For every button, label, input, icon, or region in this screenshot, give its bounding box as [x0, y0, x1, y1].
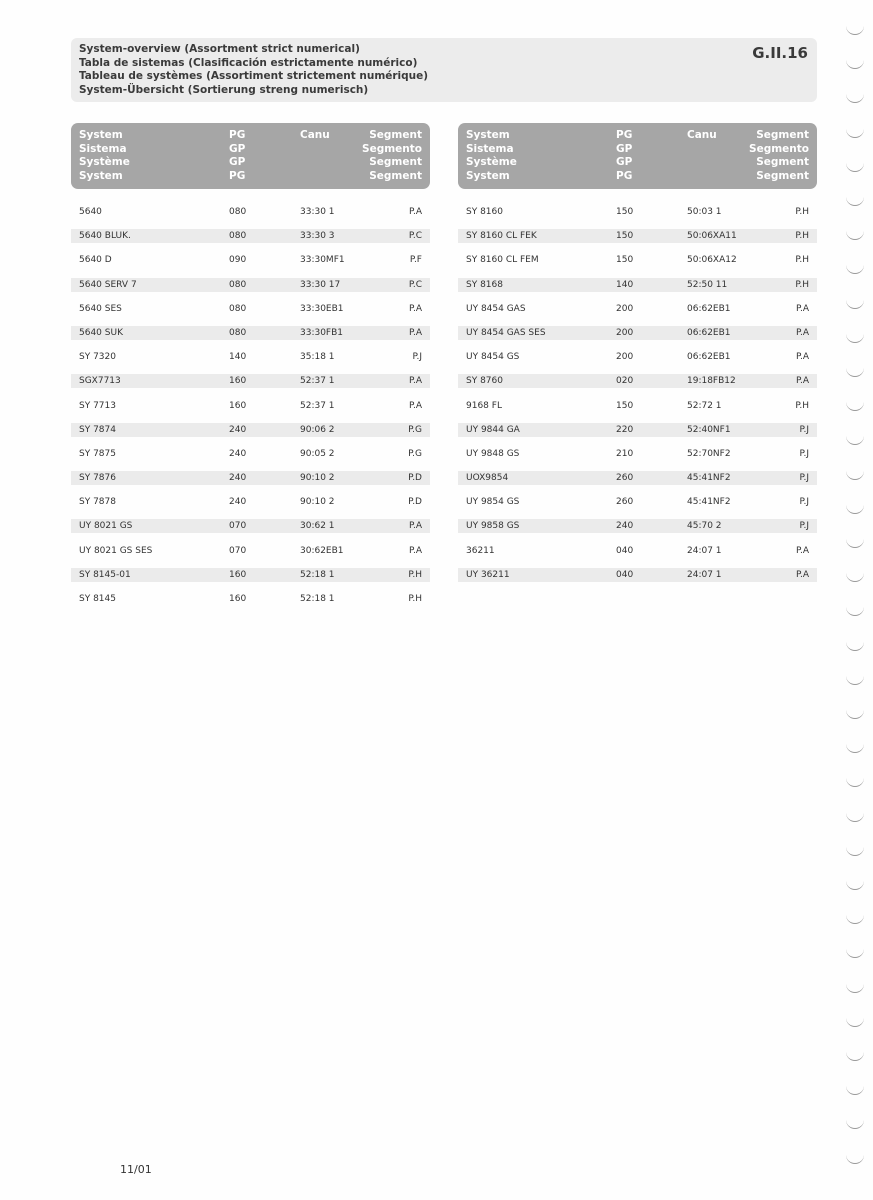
- cell-system: UY 8454 GAS: [466, 303, 526, 314]
- cell-canu: 52:40NF1: [687, 424, 731, 435]
- binder-ring: [846, 1155, 864, 1164]
- title-en: System-overview (Assortment strict numerical): [79, 43, 360, 55]
- table-row: [458, 490, 817, 514]
- cell-pg: 150: [616, 207, 634, 217]
- cell-pg: 160: [229, 400, 247, 411]
- cell-system: SY 8160 CL FEM: [466, 255, 539, 266]
- binder-ring: [846, 300, 864, 309]
- binder-ring: [846, 94, 864, 103]
- cell-canu: 52:18 1: [300, 569, 335, 580]
- cell-pg: 140: [229, 352, 247, 363]
- row-shading: [71, 326, 430, 340]
- table-row: [71, 490, 430, 514]
- table-header: [71, 123, 430, 189]
- cell-pg: 200: [616, 327, 634, 338]
- cell-pg: 150: [616, 255, 634, 266]
- table-row: [71, 369, 430, 393]
- cell-segment: P.H: [408, 569, 422, 580]
- cell-pg: 160: [229, 376, 247, 387]
- cell-pg: 260: [616, 497, 634, 508]
- header-system: System Sistema Système System: [79, 129, 130, 182]
- cell-segment: P.H: [795, 255, 809, 266]
- table-row: [458, 369, 817, 393]
- cell-pg: 200: [616, 303, 634, 314]
- cell-system: UY 8021 GS: [79, 521, 133, 532]
- cell-system: SY 7874: [79, 424, 116, 435]
- cell-segment: P.H: [408, 594, 422, 604]
- row-shading: [458, 471, 817, 485]
- binder-ring: [846, 881, 864, 890]
- cell-segment: P.J: [799, 497, 809, 508]
- binder-ring: [846, 129, 864, 138]
- cell-segment: P.G: [408, 424, 422, 435]
- table-row: [71, 563, 430, 587]
- cell-canu: 50:06XA12: [687, 255, 737, 266]
- table-row: [458, 273, 817, 297]
- table-row: [71, 248, 430, 272]
- cell-segment: P.C: [408, 231, 422, 242]
- cell-canu: 35:18 1: [300, 352, 335, 363]
- binder-ring: [846, 231, 864, 240]
- binder-ring: [846, 368, 864, 377]
- binder-ring: [846, 813, 864, 822]
- cell-pg: 160: [229, 594, 247, 604]
- binder-ring: [846, 710, 864, 719]
- cell-system: UY 9844 GA: [466, 424, 520, 435]
- cell-segment: P.A: [795, 352, 809, 363]
- cell-system: SGX7713: [79, 376, 121, 387]
- binder-ring: [846, 1052, 864, 1061]
- cell-system: 5640 SERV 7: [79, 279, 137, 290]
- cell-segment: P.A: [408, 303, 422, 314]
- cell-canu: 33:30 17: [300, 279, 341, 290]
- header-pg: PG GP GP PG: [229, 129, 246, 182]
- cell-system: 5640: [79, 207, 102, 217]
- cell-pg: 220: [616, 424, 634, 435]
- table-row: [458, 248, 817, 272]
- table-row: [458, 514, 817, 538]
- binder-ring: [846, 847, 864, 856]
- cell-pg: 080: [229, 327, 247, 338]
- table-row: [458, 224, 817, 248]
- table-row: [71, 394, 430, 418]
- cell-canu: 30:62 1: [300, 521, 335, 532]
- table-row: [458, 418, 817, 442]
- cell-pg: 210: [616, 448, 634, 459]
- binder-ring: [846, 573, 864, 582]
- binder-ring: [846, 607, 864, 616]
- cell-system: SY 8160: [466, 207, 503, 217]
- cell-canu: 33:30MF1: [300, 255, 345, 266]
- page-code: G.II.16: [752, 44, 808, 62]
- cell-pg: 150: [616, 231, 634, 242]
- cell-segment: P.A: [408, 376, 422, 387]
- binder-ring: [846, 163, 864, 172]
- cell-pg: 080: [229, 231, 247, 242]
- cell-segment: P.C: [408, 279, 422, 290]
- binder-ring: [846, 778, 864, 787]
- cell-system: UOX9854: [466, 473, 509, 484]
- table-row: [458, 563, 817, 587]
- cell-segment: P.A: [408, 327, 422, 338]
- binder-ring: [846, 60, 864, 69]
- cell-canu: 19:18FB12: [687, 376, 736, 387]
- cell-canu: 45:41NF2: [687, 473, 731, 484]
- cell-system: UY 9848 GS: [466, 448, 520, 459]
- table-body: [458, 200, 817, 587]
- binder-ring: [846, 676, 864, 685]
- cell-canu: 33:30EB1: [300, 303, 344, 314]
- cell-system: UY 36211: [466, 569, 510, 580]
- cell-system: UY 9854 GS: [466, 497, 520, 508]
- table-row: [458, 539, 817, 563]
- cell-system: 5640 BLUK.: [79, 231, 131, 242]
- cell-canu: 33:30FB1: [300, 327, 344, 338]
- cell-pg: 200: [616, 352, 634, 363]
- table-header: [458, 123, 817, 189]
- cell-pg: 160: [229, 569, 247, 580]
- row-shading: [71, 374, 430, 388]
- binder-ring: [846, 949, 864, 958]
- cell-pg: 040: [616, 569, 634, 580]
- cell-canu: 52:72 1: [687, 400, 722, 411]
- cell-system: UY 8021 GS SES: [79, 545, 153, 556]
- header-canu: Canu: [300, 129, 330, 141]
- binder-rings: [846, 26, 870, 1176]
- cell-pg: 040: [616, 545, 634, 556]
- cell-segment: P.H: [795, 400, 809, 411]
- cell-canu: 06:62EB1: [687, 303, 731, 314]
- binder-ring: [846, 1120, 864, 1129]
- cell-pg: 240: [229, 424, 247, 435]
- cell-system: SY 7875: [79, 448, 116, 459]
- cell-segment: P.H: [795, 207, 809, 217]
- table-row: [71, 418, 430, 442]
- cell-pg: 240: [229, 473, 247, 484]
- cell-canu: 50:06XA11: [687, 231, 737, 242]
- cell-pg: 260: [616, 473, 634, 484]
- cell-system: SY 7878: [79, 497, 116, 508]
- header-pg: PG GP GP PG: [616, 129, 633, 182]
- cell-canu: 50:03 1: [687, 207, 722, 217]
- cell-system: SY 7320: [79, 352, 116, 363]
- cell-segment: P.J: [799, 424, 809, 435]
- cell-pg: 140: [616, 279, 634, 290]
- binder-ring: [846, 642, 864, 651]
- binder-ring: [846, 265, 864, 274]
- footer-date: 11/01: [120, 1163, 152, 1176]
- cell-segment: P.J: [412, 352, 422, 363]
- table-row: [458, 297, 817, 321]
- cell-system: UY 9858 GS: [466, 521, 520, 532]
- table-row: [71, 466, 430, 490]
- table-row: [71, 442, 430, 466]
- title-de: System-Übersicht (Sortierung streng numerisch): [79, 83, 369, 96]
- cell-canu: 52:37 1: [300, 376, 335, 387]
- binder-ring: [846, 436, 864, 445]
- binder-ring: [846, 539, 864, 548]
- cell-system: 5640 D: [79, 255, 112, 266]
- cell-pg: 070: [229, 521, 247, 532]
- cell-system: SY 7876: [79, 473, 116, 484]
- cell-system: SY 8760: [466, 376, 503, 387]
- cell-canu: 52:37 1: [300, 400, 335, 411]
- header-segment: Segment Segmento Segment Segment: [749, 129, 809, 182]
- cell-pg: 080: [229, 207, 247, 217]
- cell-canu: 52:18 1: [300, 594, 335, 604]
- cell-system: UY 8454 GAS SES: [466, 327, 546, 338]
- binder-ring: [846, 197, 864, 206]
- binder-ring: [846, 402, 864, 411]
- cell-pg: 240: [229, 448, 247, 459]
- cell-segment: P.A: [795, 327, 809, 338]
- cell-canu: 24:07 1: [687, 545, 722, 556]
- binder-ring: [846, 984, 864, 993]
- cell-segment: P.A: [408, 207, 422, 217]
- cell-canu: 45:41NF2: [687, 497, 731, 508]
- cell-pg: 240: [229, 497, 247, 508]
- cell-pg: 150: [616, 400, 634, 411]
- table-row: [71, 297, 430, 321]
- cell-canu: 52:50 11: [687, 279, 728, 290]
- cell-segment: P.A: [795, 303, 809, 314]
- right-table: [458, 123, 817, 587]
- binder-ring: [846, 505, 864, 514]
- cell-system: SY 8145: [79, 594, 116, 604]
- cell-canu: 30:62EB1: [300, 545, 344, 556]
- left-table: [71, 123, 430, 611]
- cell-canu: 90:05 2: [300, 448, 335, 459]
- header-canu: Canu: [687, 129, 717, 141]
- cell-canu: 90:06 2: [300, 424, 335, 435]
- cell-segment: P.A: [795, 545, 809, 556]
- cell-pg: 070: [229, 545, 247, 556]
- binder-ring: [846, 744, 864, 753]
- cell-segment: P.D: [408, 497, 422, 508]
- table-row: [458, 345, 817, 369]
- table-row: [71, 539, 430, 563]
- table-row: [458, 200, 817, 224]
- cell-segment: P.A: [408, 521, 422, 532]
- header-segment: Segment Segmento Segment Segment: [362, 129, 422, 182]
- cell-canu: 06:62EB1: [687, 327, 731, 338]
- cell-pg: 090: [229, 255, 247, 266]
- cell-system: SY 8145-01: [79, 569, 131, 580]
- cell-segment: P.A: [795, 569, 809, 580]
- binder-ring: [846, 334, 864, 343]
- cell-pg: 080: [229, 303, 247, 314]
- cell-segment: P.J: [799, 448, 809, 459]
- table-row: [71, 224, 430, 248]
- binder-ring: [846, 915, 864, 924]
- title-fr: Tableau de systèmes (Assortiment strictement numérique): [79, 70, 429, 82]
- table-row: [71, 200, 430, 224]
- row-shading: [71, 471, 430, 485]
- table-row: [71, 587, 430, 611]
- row-shading: [458, 278, 817, 292]
- title-es: Tabla de sistemas (Clasificación estrictamente numérico): [79, 56, 418, 69]
- cell-system: UY 8454 GS: [466, 352, 520, 363]
- cell-segment: P.J: [799, 521, 809, 532]
- cell-system: SY 7713: [79, 400, 116, 411]
- cell-system: SY 8168: [466, 279, 503, 290]
- table-row: [458, 442, 817, 466]
- table-row: [71, 321, 430, 345]
- cell-pg: 020: [616, 376, 634, 387]
- page-header: [71, 38, 817, 102]
- cell-canu: 45:70 2: [687, 521, 722, 532]
- row-shading: [71, 423, 430, 437]
- cell-pg: 240: [616, 521, 634, 532]
- cell-segment: P.D: [408, 473, 422, 484]
- cell-segment: P.H: [795, 279, 809, 290]
- cell-canu: 52:70NF2: [687, 448, 731, 459]
- binder-ring: [846, 26, 864, 35]
- table-row: [458, 394, 817, 418]
- cell-canu: 33:30 3: [300, 231, 335, 242]
- cell-segment: P.A: [408, 545, 422, 556]
- cell-system: 5640 SUK: [79, 327, 123, 338]
- cell-system: 9168 FL: [466, 400, 502, 411]
- cell-canu: 06:62EB1: [687, 352, 731, 363]
- cell-canu: 90:10 2: [300, 473, 335, 484]
- cell-segment: P.F: [409, 255, 422, 266]
- table-row: [458, 321, 817, 345]
- row-shading: [458, 374, 817, 388]
- header-system: System Sistema Système System: [466, 129, 517, 182]
- table-row: [71, 345, 430, 369]
- cell-canu: 24:07 1: [687, 569, 722, 580]
- cell-system: SY 8160 CL FEK: [466, 231, 537, 242]
- cell-system: 36211: [466, 545, 495, 556]
- cell-segment: P.H: [795, 231, 809, 242]
- cell-segment: P.A: [795, 376, 809, 387]
- cell-pg: 080: [229, 279, 247, 290]
- table-row: [458, 466, 817, 490]
- binder-ring: [846, 1086, 864, 1095]
- cell-segment: P.A: [408, 400, 422, 411]
- table-row: [71, 514, 430, 538]
- cell-canu: 90:10 2: [300, 497, 335, 508]
- cell-canu: 33:30 1: [300, 207, 335, 217]
- binder-ring: [846, 1018, 864, 1027]
- cell-segment: P.G: [408, 448, 422, 459]
- row-shading: [458, 568, 817, 582]
- cell-segment: P.J: [799, 473, 809, 484]
- table-row: [71, 273, 430, 297]
- table-body: [71, 200, 430, 611]
- cell-system: 5640 SES: [79, 303, 122, 314]
- binder-ring: [846, 471, 864, 480]
